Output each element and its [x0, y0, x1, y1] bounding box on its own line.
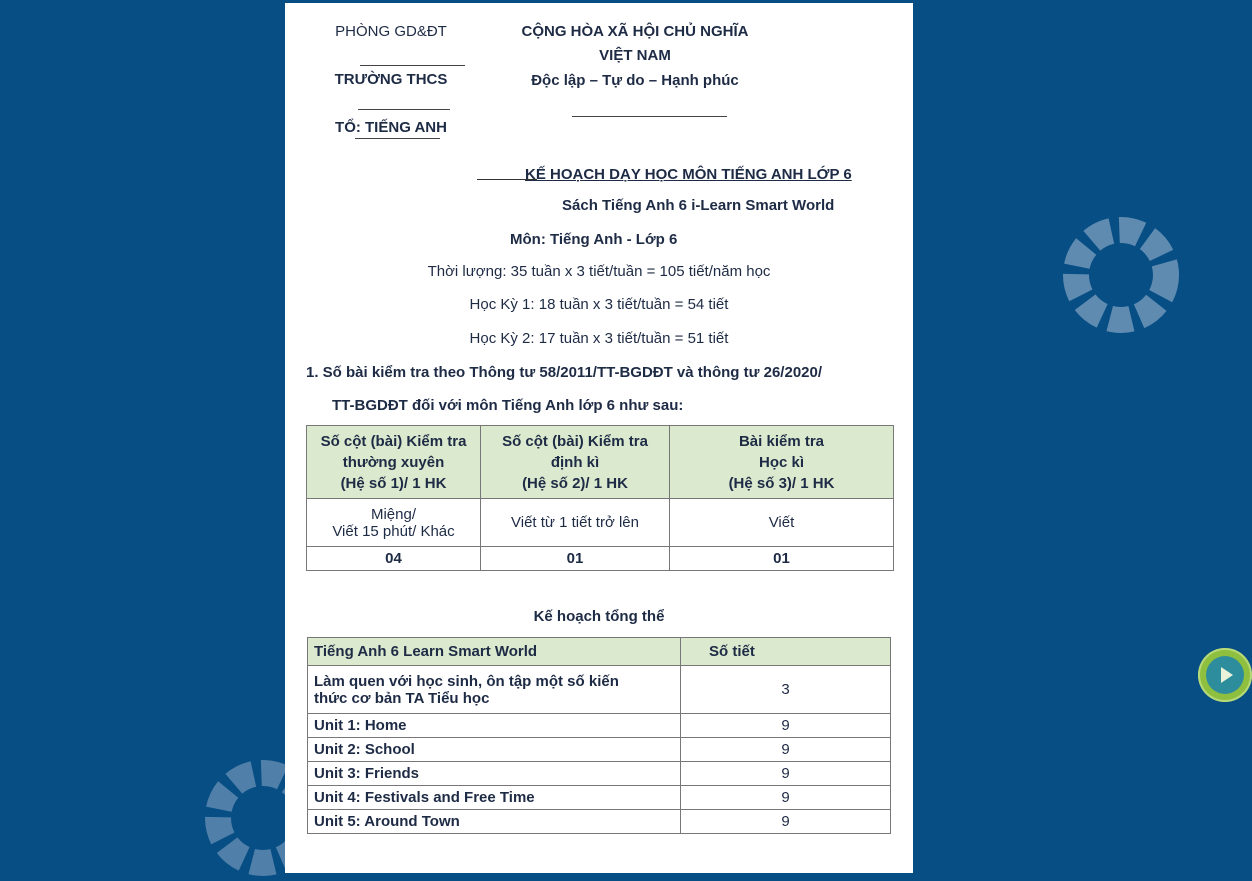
duration-line: Thời lượng: 35 tuần x 3 tiết/tuần = 105 tiết/năm học	[427, 263, 771, 280]
section1-heading-cont: TT-BGDĐT đối với môn Tiếng Anh lớp 6 như sau:	[332, 397, 684, 414]
header-term-test: Bài kiểm tra Học kì (Hệ số 3)/ 1 HK	[670, 426, 894, 499]
next-slide-button[interactable]	[1198, 648, 1252, 702]
document-page	[285, 3, 913, 873]
book-title: Sách Tiếng Anh 6 i-Learn Smart World	[562, 197, 835, 214]
section1-heading: 1. Số bài kiểm tra theo Thông tư 58/2011/TT-BGDĐT và thông tư 26/2020/	[306, 364, 823, 381]
term2-line: Học Kỳ 2: 17 tuần x 3 tiết/tuần = 51 tiết	[469, 330, 729, 347]
unit-cell: Unit 3: Friends	[308, 762, 681, 786]
count-cell: 04	[307, 547, 481, 571]
team-name: TỔ: TIẾNG ANH	[335, 119, 447, 136]
periods-cell: 9	[681, 762, 891, 786]
periods-cell: 9	[681, 786, 891, 810]
unit-cell: Unit 2: School	[308, 738, 681, 762]
type-cell: Viết	[670, 499, 894, 547]
table-row	[308, 738, 891, 762]
table-row	[308, 810, 891, 834]
table-row	[308, 714, 891, 738]
dept-name: PHÒNG GD&ĐT	[335, 23, 447, 40]
periods-cell: 9	[681, 738, 891, 762]
play-next-icon	[1210, 660, 1240, 690]
decorative-ring-icon	[1058, 212, 1184, 338]
country-line2: VIỆT NAM	[599, 47, 671, 64]
header-periods: Số tiết	[681, 638, 891, 666]
count-cell: 01	[481, 547, 670, 571]
country-line1: CỘNG HÒA XÃ HỘI CHỦ NGHĨA	[521, 23, 749, 40]
table-row	[308, 762, 891, 786]
table-header-row	[307, 426, 894, 499]
table-header-row	[308, 638, 891, 666]
periods-cell: 3	[681, 666, 891, 714]
unit-cell: Làm quen với học sinh, ôn tập một số kiến thức cơ bản TA Tiểu học	[308, 666, 681, 714]
overall-plan-title: Kế hoạch tổng thể	[533, 608, 665, 625]
periods-cell: 9	[681, 810, 891, 834]
school-name: TRƯỜNG THCS	[334, 71, 448, 88]
table-row	[307, 499, 894, 547]
table-row	[307, 547, 894, 571]
header-regular-tests: Số cột (bài) Kiểm tra thường xuyên (Hệ số 1)/ 1 HK	[307, 426, 481, 499]
term1-line: Học Kỳ 1: 18 tuần x 3 tiết/tuần = 54 tiết	[469, 296, 729, 313]
unit-cell: Unit 1: Home	[308, 714, 681, 738]
periods-cell: 9	[681, 714, 891, 738]
doc-title: KẾ HOẠCH DẠY HỌC MÔN TIẾNG ANH LỚP 6	[525, 166, 852, 183]
header-periodic-tests: Số cột (bài) Kiểm tra định kì (Hệ số 2)/ 1 HK	[481, 426, 670, 499]
overall-plan-table	[307, 637, 891, 834]
unit-cell: Unit 5: Around Town	[308, 810, 681, 834]
subject-line: Môn: Tiếng Anh - Lớp 6	[510, 231, 678, 248]
header-unit: Tiếng Anh 6 Learn Smart World	[308, 638, 681, 666]
unit-cell: Unit 4: Festivals and Free Time	[308, 786, 681, 810]
test-count-table	[306, 425, 894, 571]
type-cell: Miệng/ Viết 15 phút/ Khác	[307, 499, 481, 547]
type-cell: Viết từ 1 tiết trở lên	[481, 499, 670, 547]
count-cell: 01	[670, 547, 894, 571]
table-row	[308, 666, 891, 714]
motto: Độc lập – Tự do – Hạnh phúc	[531, 72, 739, 89]
table-row	[308, 786, 891, 810]
